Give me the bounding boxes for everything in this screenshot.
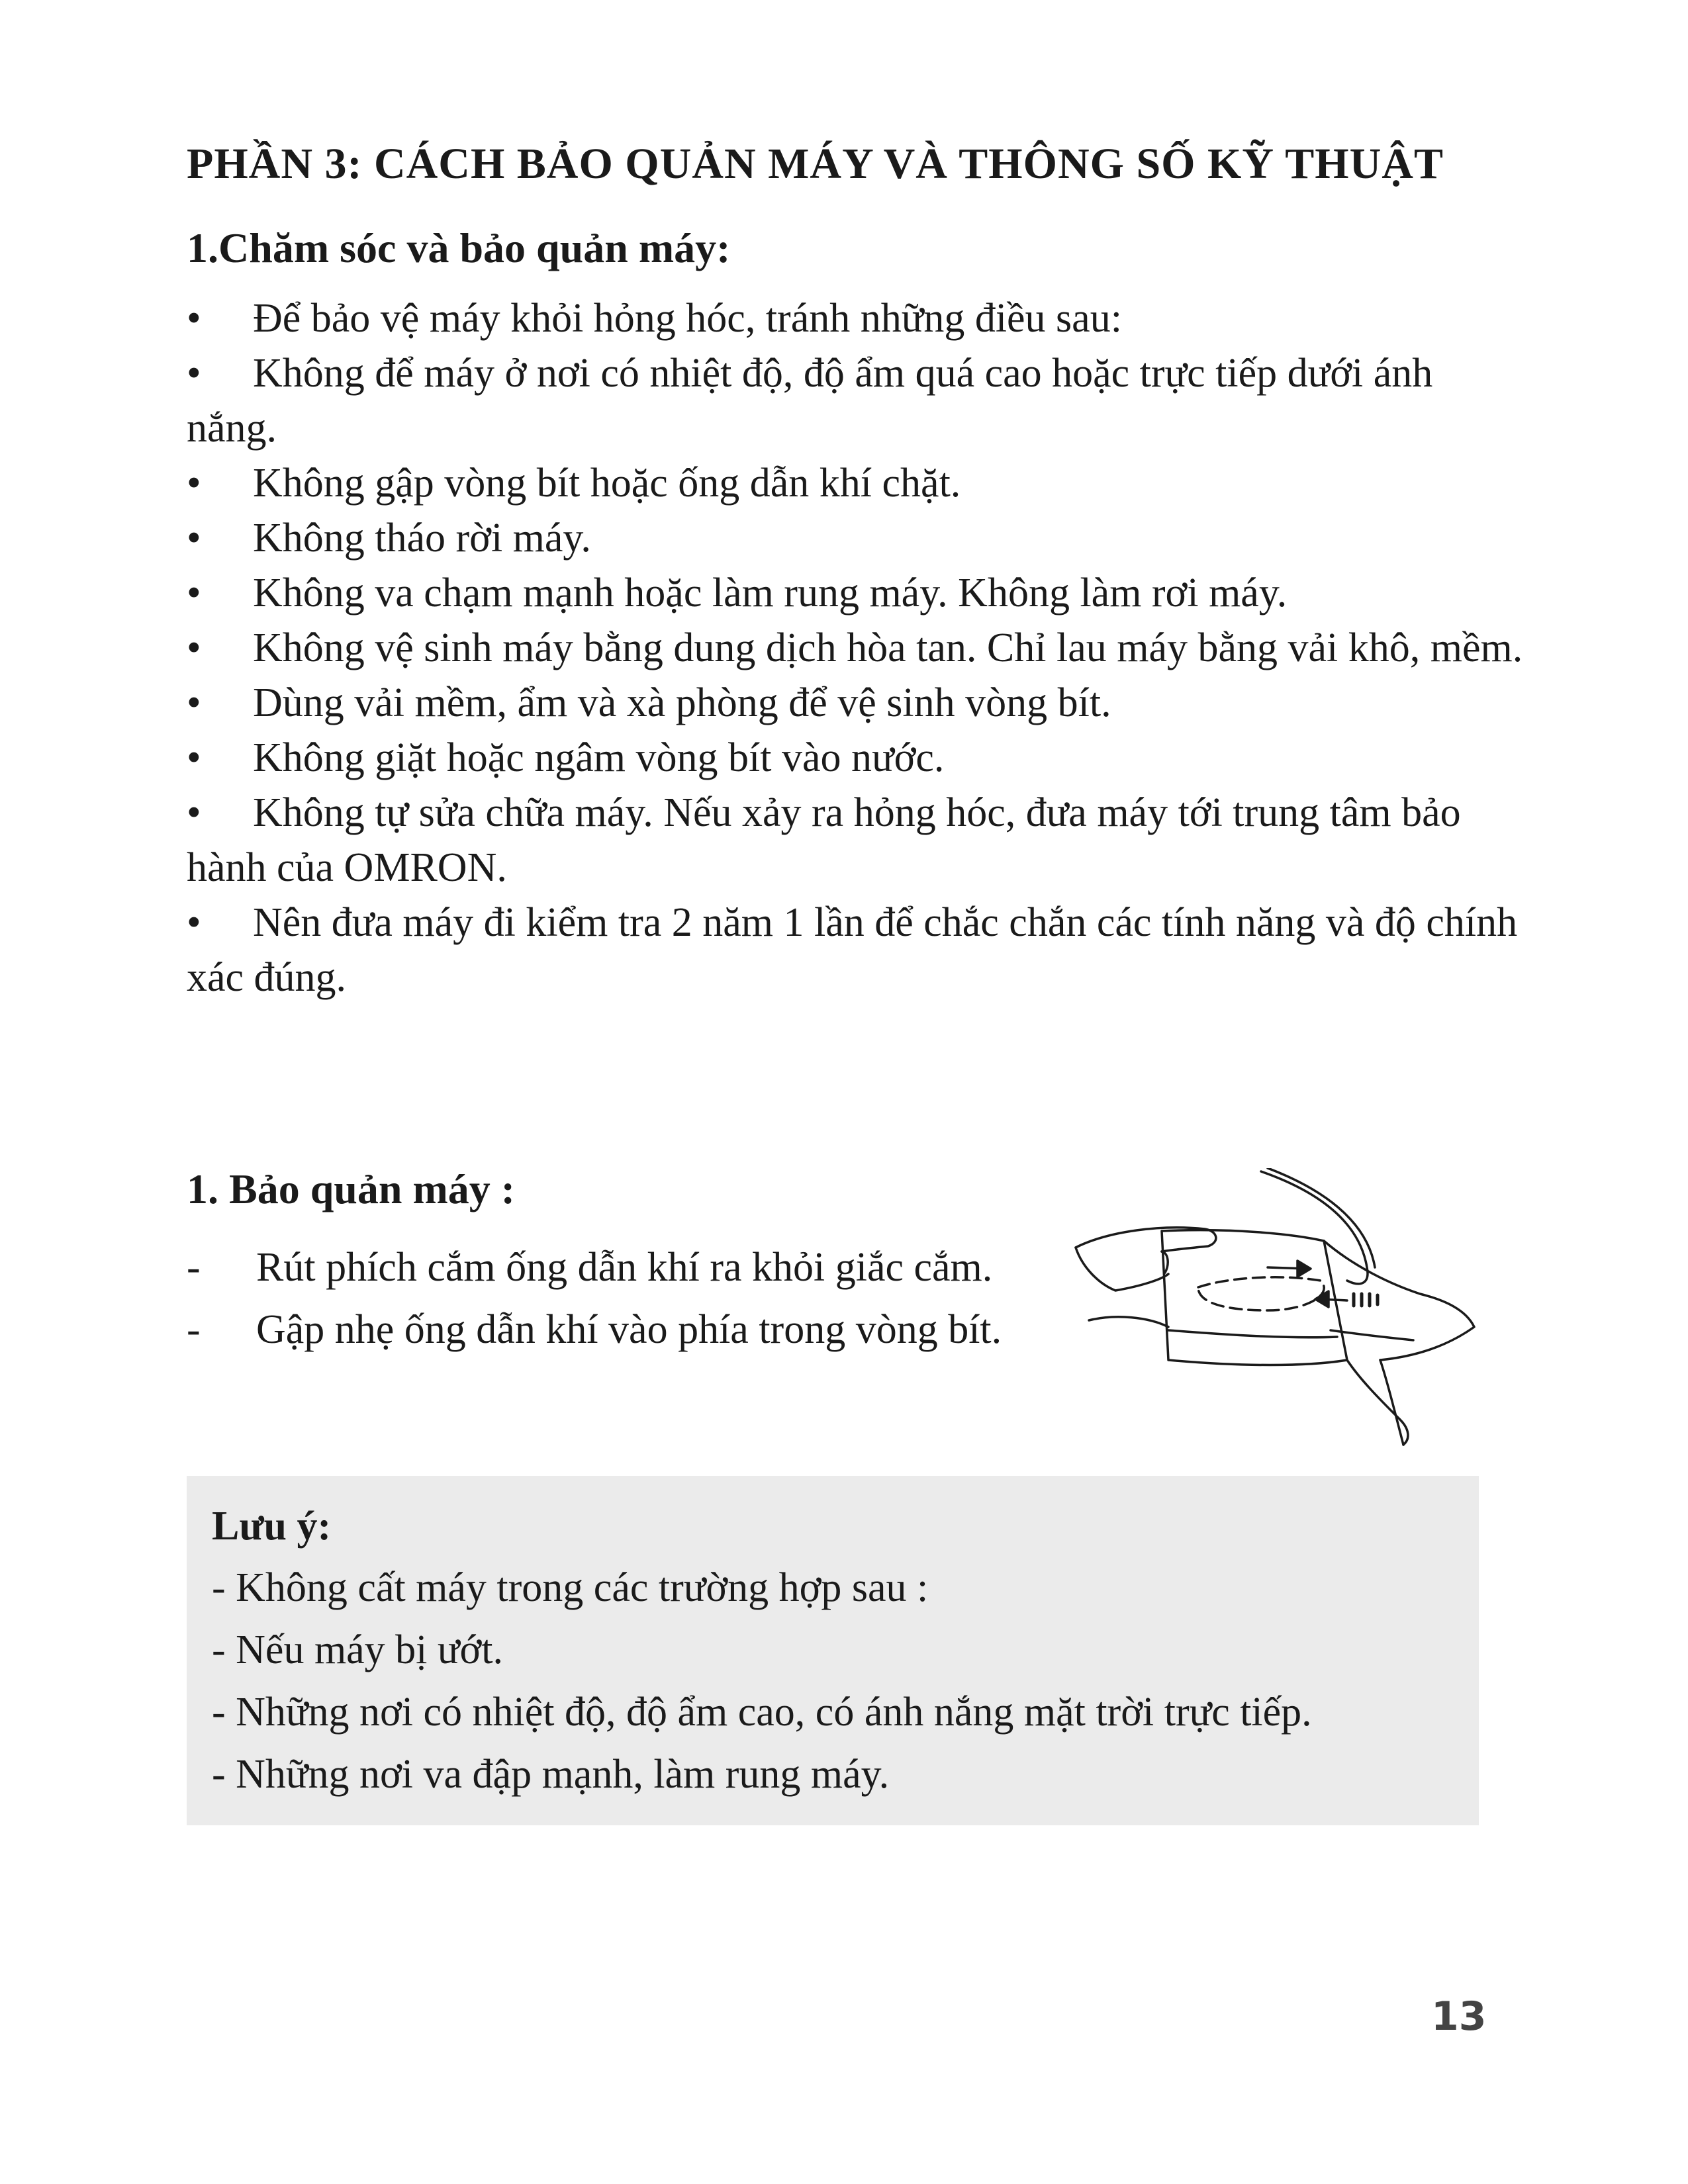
cuff-storage-illustration	[1069, 1168, 1479, 1446]
note-title: Lưu ý:	[212, 1504, 332, 1549]
dash-marker: -	[187, 1307, 201, 1352]
page-title: PHẦN 3: CÁCH BẢO QUẢN MÁY VÀ THÔNG SỐ KỸ THUẬT	[187, 140, 1444, 188]
list-item: • Không vệ sinh máy bằng dung dịch hòa tan. Chỉ lau máy bằng vải khô, mềm.	[187, 621, 1524, 676]
bullet-marker: •	[187, 461, 201, 506]
bullet-marker: •	[187, 516, 201, 561]
bullet-marker: •	[187, 735, 201, 780]
dash-marker: -	[187, 1245, 201, 1290]
storage-step-list	[187, 1236, 1113, 1361]
list-item: • Không gập vòng bít hoặc ống dẫn khí chặt.	[187, 456, 1524, 511]
note-box	[187, 1476, 1479, 1825]
list-item: • Không tháo rời máy.	[187, 511, 1524, 566]
list-item: • Dùng vải mềm, ẩm và xà phòng để vệ sinh vòng bít.	[187, 676, 1524, 731]
list-item: - Gập nhẹ ống dẫn khí vào phía trong vòng bít.	[187, 1298, 1113, 1361]
list-item: • Không va chạm mạnh hoặc làm rung máy. Không làm rơi máy.	[187, 566, 1524, 621]
list-item: • Không tự sửa chữa máy. Nếu xảy ra hỏng hóc, đưa máy tới trung tâm bảo hành của OMRON.	[187, 786, 1524, 895]
bullet-marker: •	[187, 625, 201, 670]
section-heading-care: 1.Chăm sóc và bảo quản máy:	[187, 224, 731, 271]
list-item: • Để bảo vệ máy khỏi hỏng hóc, tránh những điều sau:	[187, 291, 1524, 346]
note-item: - Những nơi có nhiệt độ, độ ẩm cao, có ánh nắng mặt trời trực tiếp.	[212, 1690, 1312, 1735]
bullet-marker: •	[187, 680, 201, 725]
section-heading-storage: 1. Bảo quản máy :	[187, 1165, 516, 1212]
list-item: • Nên đưa máy đi kiểm tra 2 năm 1 lần để chắc chắn các tính năng và độ chính xác đúng.	[187, 895, 1524, 1005]
list-item: - Rút phích cắm ống dẫn khí ra khỏi giắc cắm.	[187, 1236, 1113, 1298]
page-number: 13	[1431, 1993, 1487, 2040]
bullet-marker: •	[187, 790, 201, 835]
bullet-marker: •	[187, 900, 201, 945]
note-item: - Không cất máy trong các trường hợp sau :	[212, 1565, 929, 1610]
list-item: • Không giặt hoặc ngâm vòng bít vào nước.	[187, 731, 1524, 786]
note-item: - Những nơi va đập mạnh, làm rung máy.	[212, 1752, 890, 1797]
bullet-marker: •	[187, 570, 201, 615]
bullet-marker: •	[187, 296, 201, 341]
care-bullet-list	[187, 291, 1524, 1005]
bullet-marker: •	[187, 351, 201, 396]
note-item: - Nếu máy bị ướt.	[212, 1627, 504, 1672]
list-item: • Không để máy ở nơi có nhiệt độ, độ ẩm quá cao hoặc trực tiếp dưới ánh nắng.	[187, 346, 1524, 456]
